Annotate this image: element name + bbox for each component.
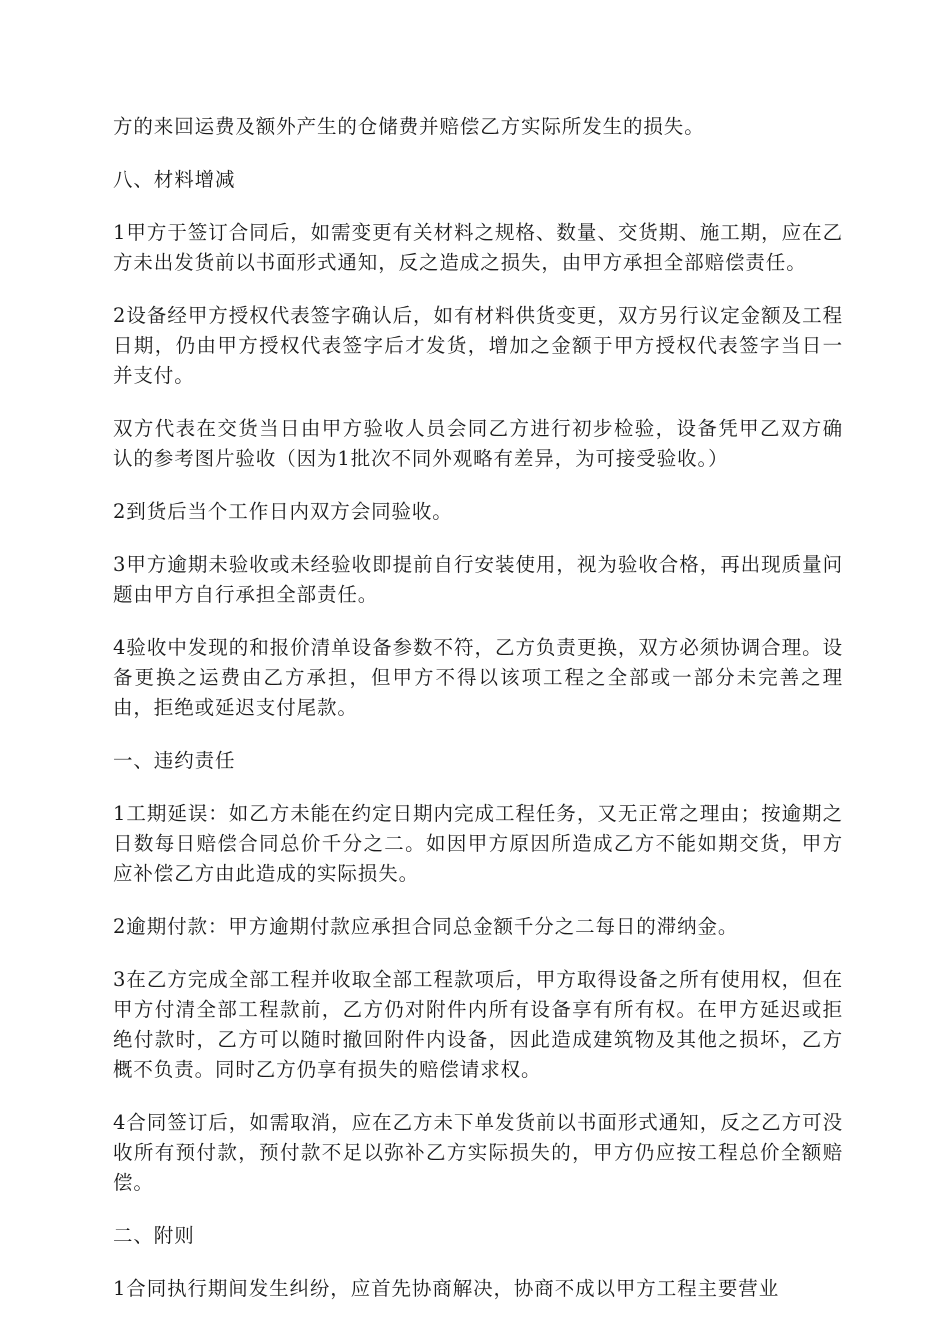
paragraph-clause: 双方代表在交货当日由甲方验收人员会同乙方进行初步检验，设备凭甲乙双方确认的参考图片验收（因为1批次不同外观略有差异，为可接受验收。）	[113, 417, 843, 470]
paragraph-clause: 3甲方逾期未验收或未经验收即提前自行安装使用，视为验收合格，再出现质量问题由甲方自行承担全部责任。	[113, 553, 843, 606]
section-heading-material-changes: 八、材料增减	[113, 168, 236, 191]
section-heading-supplementary: 二、附则	[113, 1224, 195, 1247]
document-body	[113, 112, 843, 1327]
paragraph-clause: 4合同签订后，如需取消，应在乙方未下单发货前以书面形式通知，反之乙方可没收所有预付款，预付款不足以弥补乙方实际损失的，甲方仍应按工程总价全额赔偿。	[113, 1111, 843, 1194]
paragraph-clause: 1工期延误：如乙方未能在约定日期内完成工程任务，又无正常之理由；按逾期之日数每日赔偿合同总价千分之二。如因甲方原因所造成乙方不能如期交货，甲方应补偿乙方由此造成的实际损失。	[113, 802, 843, 885]
paragraph-clause: 2逾期付款：甲方逾期付款应承担合同总金额千分之二每日的滞纳金。	[113, 915, 739, 938]
paragraph-clause: 1合同执行期间发生纠纷，应首先协商解决，协商不成以甲方工程主要营业	[113, 1277, 780, 1300]
paragraph-clause: 2到货后当个工作日内双方会同验收。	[113, 500, 453, 523]
paragraph-shipping-costs: 方的来回运费及额外产生的仓储费并赔偿乙方实际所发生的损失。	[113, 115, 705, 138]
section-heading-liability: 一、违约责任	[113, 749, 236, 772]
paragraph-clause: 4验收中发现的和报价清单设备参数不符，乙方负责更换，双方必须协调合理。设备更换之运费由乙方承担，但甲方不得以该项工程之全部或一部分未完善之理由，拒绝或延迟支付尾款。	[113, 636, 843, 719]
paragraph-clause: 1甲方于签订合同后，如需变更有关材料之规格、数量、交货期、施工期，应在乙方未出发货前以书面形式通知，反之造成之损失，由甲方承担全部赔偿责任。	[113, 221, 843, 274]
paragraph-clause: 2设备经甲方授权代表签字确认后，如有材料供货变更，双方另行议定金额及工程日期，仍由甲方授权代表签字后才发货，增加之金额于甲方授权代表签字当日一并支付。	[113, 304, 843, 387]
paragraph-clause: 3在乙方完成全部工程并收取全部工程款项后，甲方取得设备之所有使用权，但在甲方付清全部工程款前，乙方仍对附件内所有设备享有所有权。在甲方延迟或拒绝付款时，乙方可以随时撤回附件内设备，因此造成建筑物及其他之损坏，乙方概不负责。同时乙方仍享有损失的赔偿请求权。	[113, 968, 843, 1081]
